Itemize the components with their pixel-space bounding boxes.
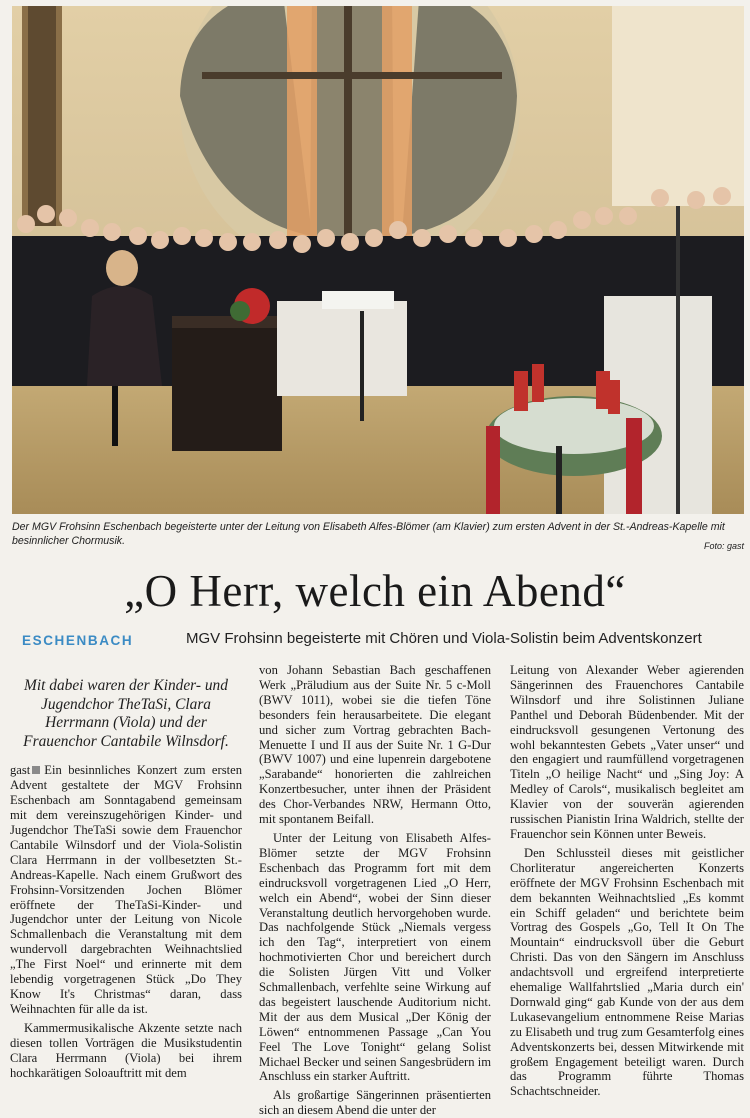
photo-credit: Foto: gast — [703, 541, 744, 551]
kicker-row — [22, 630, 742, 654]
paragraph: Unter der Leitung von Elisabeth Alfes-Blömer setzte der MGV Frohsinn Eschenbach das Programm fort mit dem eindrucksvoll vorgetragenen Lied „O Herr, welch ein Abend“, wobei der Sinn dieser Veranstaltung deutlich hervorgehoben wurde. Das nachfolgende Stück „Niemals vergess ich den Tag“, interpretiert von einem hochmotivierten Chor und bereichert durch die Solisten Jürgen Vitt und Volker Schmallenbach, verfehlte seine Wirkung auf das begeistert lauschende Auditorium nicht. Mit der aus dem Musical „Der König der Löwen“ entnommenen Passage „Can You Feel The Love Tonight“ gelang Solist Michael Becker und seinen Sangesbrüdern im Anschluss ein starker Auftritt. — [259, 830, 491, 1084]
lead-paragraph — [10, 763, 242, 1016]
subheadline: MGV Frohsinn begeisterte mit Chören und Viola-Solistin beim Adventskonzert — [186, 630, 702, 647]
pull-quote: Mit dabei waren der Kinder- und Jugendchor TheTaSi, Clara Herrmann (Viola) und der Frauenchor Cantabile Wilnsdorf. — [23, 677, 229, 750]
article-column-3 — [510, 663, 744, 1099]
headline: „O Herr, welch ein Abend“ — [124, 566, 626, 616]
byline: gast — [10, 763, 31, 778]
article-column-2 — [259, 663, 491, 1118]
location-kicker: ESCHENBACH — [22, 633, 134, 648]
paragraph: Den Schlussteil dieses mit geistlicher Chorliteratur angereicherten Konzerts eröffnete der MGV Frohsinn Eschenbach mit dem bekannten Weihnachtslied „Es kommt ein Schiff geladen“ und berichtete beim Vortrag des Gospels „Go, Tell It On The Mountain“ eindrucksvoll über die Geburt Christi. Das von den Sängern im Anschluss andachtsvoll und ergreifend interpretierte ehemalige Wallfahrtslied „Maria durch ein' Dornwald ging“ gab Kunde von der aus dem Lukasevangelium entnommene Reise Marias zu Elisabeth und trug zum Gesamterfolg eines Adventskonzerts bei, dessen Mitwirkende mit großem Engagement beteiligt waren. Durch das Programm führte Thomas Schachtschneider. — [510, 845, 744, 1099]
photo-caption: Der MGV Frohsinn Eschenbach begeisterte unter der Leitung von Elisabeth Alfes-Blömer (am Klavier) zum ersten Advent in der St.-Andreas-Kapelle mit besinnlicher Chormusik. — [12, 521, 725, 547]
byline-square-icon — [32, 766, 40, 774]
paragraph-text: Ein besinnliches Konzert zum ersten Advent gestaltete der MGV Frohsinn Eschenbach am Sonntagabend gemeinsam mit dem vereinszugehörigen Kinder- und Jugendchor TheTaSi sowie dem Frauenchor Cantabile Wilnsdorf und der Viola-Solistin Clara Herrmann in der vollbesetzten St.-Andreas-Kapelle. Nach einem Grußwort des Frohsinn-Vorsitzenden Jochen Blömer eröffnete der TheTaSi-Kinder- und Jugendchor unter der Leitung von Nicole Schmallenbach die Veranstaltung mit dem wundervoll dargebrachten Weihnachtslied „The First Noel“ und erinnerte mit dem lebendig vorgetragenen Stück „Do They Know It's Christmas“ daran, dass Weihnachten für alle da ist. — [10, 763, 242, 1016]
concert-photo — [12, 6, 744, 514]
article-column-1 — [10, 663, 242, 1080]
paragraph: Kammermusikalische Akzente setzte nach diesen tollen Vorträgen die Musikstudentin Clara Herrmann (Viola) bei ihrem hochkarätigen Soloauftritt mit dem — [10, 1020, 242, 1080]
paragraph: Als großartige Sängerinnen präsentierten sich an diesem Abend die unter der — [259, 1088, 491, 1118]
paragraph: von Johann Sebastian Bach geschaffenen Werk „Präludium aus der Suite Nr. 5 c-Moll (BWV 1011), wobei sie die tiefen Töne besonders fein herausarbeitete. Die elegant und sicher zum Vortrag gebrachten Bach-Menuette I und II aus der Suite Nr. 1 G-Dur (BWV 1007) und eine lupenrein dargebotene „Sarabande“ honorierten die zahlreichen Konzertbesucher, unter ihnen der Präsident des Chor-Verbandes NRW, Hermann Otto, mit spontanem Beifall. — [259, 663, 491, 827]
paragraph: Leitung von Alexander Weber agierenden Sängerinnen des Frauenchores Cantabile Wilnsdorf und ihre Solistinnen Juliane Panthel und Deborah Büdenbender. Mit der eindrucksvoll gesungenen Vertonung des wohl bekanntesten Gebets „Vater unser“ und den engagiert und raumfüllend vorgetragenen Titeln „O heilige Nacht“ und „Sing Joy: A Medley of Carols“, musikalisch begleitet am Klavier von der souverän agierenden russischen Pianistin Irina Waldrich, stellte der Frauenchor sein Können unter Beweis. — [510, 663, 744, 841]
